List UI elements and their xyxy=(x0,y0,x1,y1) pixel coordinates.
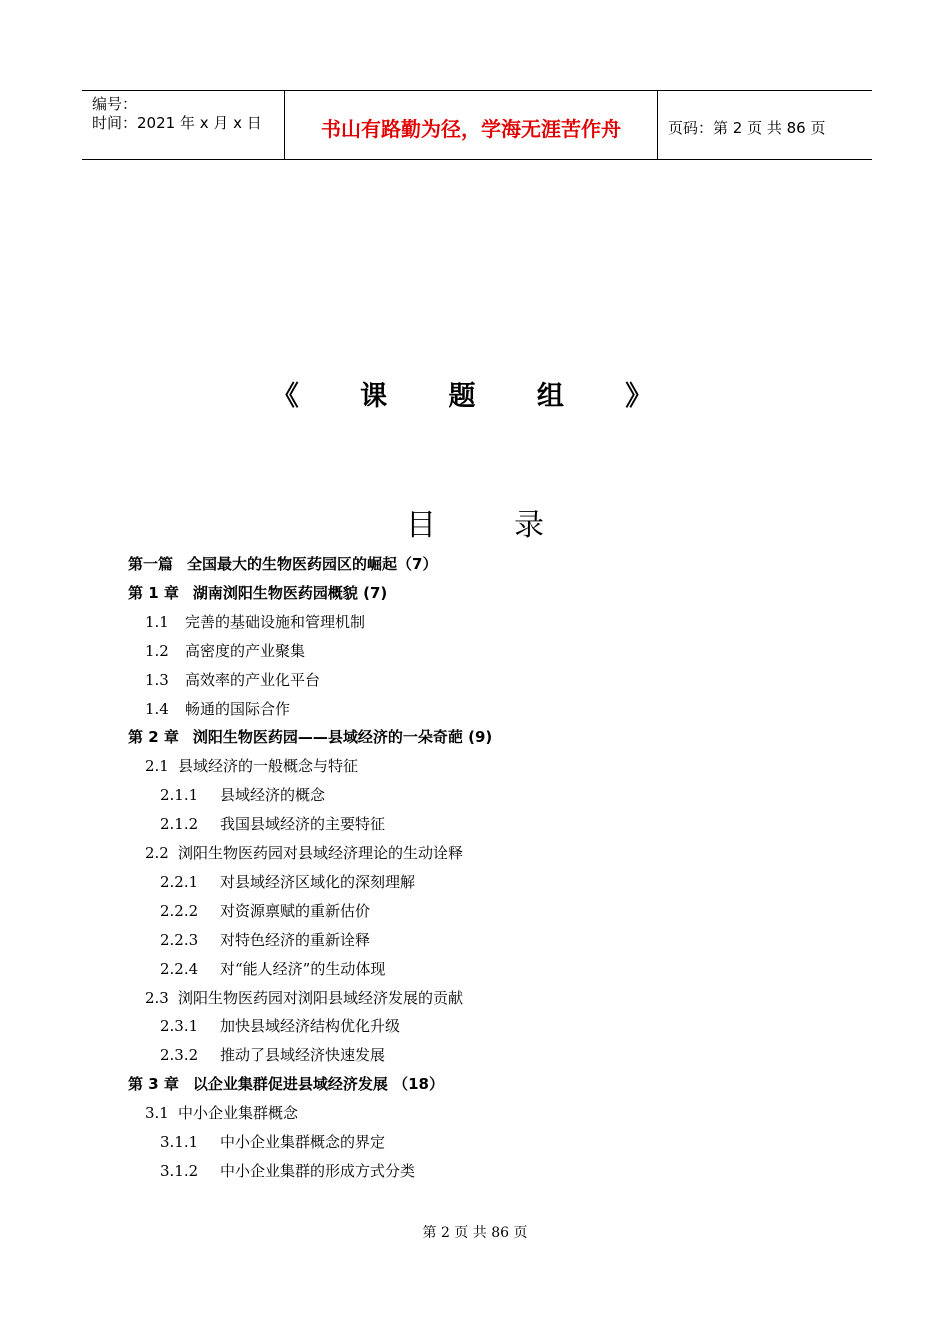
toc-entry xyxy=(160,871,415,893)
group-title: 《 课 题 组 》 xyxy=(271,381,679,412)
page-footer: 第 2 页 共 86 页 xyxy=(422,1225,528,1241)
toc-entry xyxy=(160,784,325,806)
toc-entry-number: 1.2 xyxy=(145,641,169,660)
toc-entry xyxy=(128,1073,444,1095)
toc-entry xyxy=(160,1044,385,1066)
page-info: 页码：第 2 页 共 86 页 xyxy=(668,119,826,137)
toc-entry-number: 2.2.2 xyxy=(160,901,199,920)
toc-entry-text: 高效率的产业化平台 xyxy=(185,670,321,689)
toc-entry-number: 2.1 xyxy=(145,757,169,776)
toc-entry-text: 对县域经济区域化的深刻理解 xyxy=(220,872,416,891)
toc-entry xyxy=(160,1131,385,1153)
toc-entry-text: 浏阳生物医药园对浏阳县域经济发展的贡献 xyxy=(178,988,464,1007)
toc-entry-number: 2.2.3 xyxy=(160,930,199,949)
toc-entry-number: 第 2 章 xyxy=(128,728,179,747)
toc-entry xyxy=(145,987,463,1009)
toc-entry-text: 湖南浏阳生物医药园概貌 (7) xyxy=(192,583,388,602)
toc-entry-number: 2.1.1 xyxy=(160,786,199,805)
toc-entry-number: 3.1 xyxy=(145,1104,169,1123)
page-header xyxy=(82,90,872,160)
toc-entry-text: 畅通的国际合作 xyxy=(185,699,291,718)
toc-entry-number: 2.2 xyxy=(145,844,169,862)
toc-entry-text: 以企业集群促进县域经济发展 （18） xyxy=(192,1075,444,1094)
toc-entry-number: 3.1.2 xyxy=(160,1161,199,1180)
toc-entry-text: 中小企业集群概念的界定 xyxy=(220,1133,386,1151)
toc-entry xyxy=(160,900,370,922)
toc-entry xyxy=(128,726,492,748)
toc-entry-number: 1.1 xyxy=(145,612,169,631)
toc-entry-text: 高密度的产业聚集 xyxy=(185,641,306,660)
toc-entry xyxy=(128,553,437,575)
time-label: 时间：2021 年 x 月 x 日 xyxy=(92,114,262,132)
header-motto-cell xyxy=(284,91,658,159)
toc-entry-number: 2.1.2 xyxy=(160,815,199,834)
toc-entry-number: 2.3.2 xyxy=(160,1046,199,1065)
toc-entry-number: 2.3 xyxy=(145,988,169,1007)
toc-entry-text: 全国最大的生物医药园区的崛起（7） xyxy=(187,555,438,573)
toc-entry-text: 浏阳生物医药园——县域经济的一朵奇葩 (9) xyxy=(192,728,493,747)
toc-title: 目录 xyxy=(406,508,622,543)
toc-entry-text: 对特色经济的重新诠释 xyxy=(220,930,371,949)
toc-entry-number: 第 1 章 xyxy=(128,583,179,602)
toc-entry-number: 2.2.1 xyxy=(160,872,199,891)
toc-entry-text: 对资源禀赋的重新估价 xyxy=(220,901,371,920)
toc-entry xyxy=(145,1102,298,1124)
toc-entry-number: 2.2.4 xyxy=(160,959,199,978)
toc-entry-number: 2.3.1 xyxy=(160,1017,199,1036)
toc-entry-text: 推动了县域经济快速发展 xyxy=(220,1046,386,1065)
toc-entry xyxy=(145,755,358,777)
number-label: 编号： xyxy=(92,95,138,113)
toc-entry xyxy=(160,958,385,980)
toc-entry-number: 1.3 xyxy=(145,670,169,689)
toc-entry xyxy=(160,1160,415,1182)
toc-entry-text: 加快县域经济结构优化升级 xyxy=(220,1017,401,1036)
toc-entry-text: 中小企业集群的形成方式分类 xyxy=(220,1161,416,1180)
motto-text: 书山有路勤为径，学海无涯苦作舟 xyxy=(321,117,621,141)
toc-entry-number: 1.4 xyxy=(145,699,169,718)
toc-entry-text: 完善的基础设施和管理机制 xyxy=(185,612,366,631)
toc-entry xyxy=(160,929,370,951)
toc-entry xyxy=(128,582,387,604)
toc-entry xyxy=(160,813,385,835)
header-left-cell xyxy=(82,91,284,159)
toc-entry-text: 县域经济的概念 xyxy=(220,786,326,805)
toc-entry-number: 第一篇 xyxy=(128,555,174,573)
toc-entry xyxy=(145,611,365,633)
toc-entry-number: 第 3 章 xyxy=(128,1075,179,1094)
toc-entry-text: 浏阳生物医药园对县域经济理论的生动诠释 xyxy=(178,844,464,862)
toc-entry xyxy=(145,669,320,691)
toc-entry xyxy=(145,842,463,864)
toc-entry-number: 3.1.1 xyxy=(160,1133,199,1151)
toc-entry-text: 对“能人经济”的生动体现 xyxy=(220,959,386,978)
toc-entry xyxy=(145,698,290,720)
header-right-cell xyxy=(658,91,872,159)
toc-entry-text: 县域经济的一般概念与特征 xyxy=(178,757,359,776)
toc-entry xyxy=(145,640,305,662)
toc-entry-text: 我国县域经济的主要特征 xyxy=(220,815,386,834)
toc-entry-text: 中小企业集群概念 xyxy=(178,1104,299,1123)
toc-entry xyxy=(160,1015,400,1037)
